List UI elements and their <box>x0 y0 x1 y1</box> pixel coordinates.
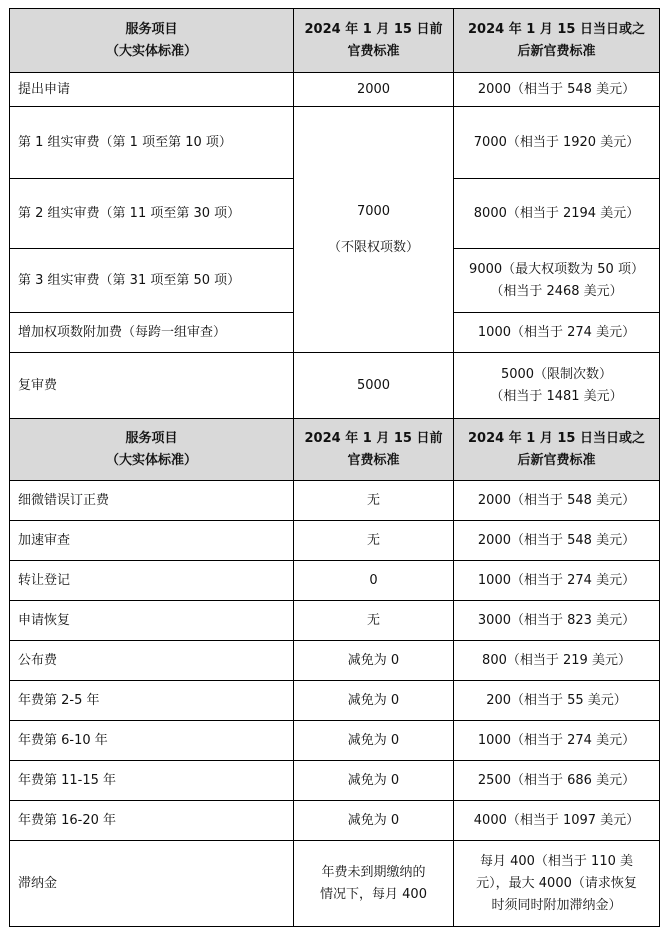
new-fee-cell: 1000（相当于 274 美元） <box>454 313 660 353</box>
service-item-cell: 加速审查 <box>10 521 294 561</box>
service-item-cell: 细微错误订正费 <box>10 481 294 521</box>
service-item-cell: 转让登记 <box>10 561 294 601</box>
service-item-cell: 第 1 组实审费（第 1 项至第 10 项） <box>10 107 294 179</box>
table-row <box>10 481 660 521</box>
new-fee-cell: 2000（相当于 548 美元） <box>454 521 660 561</box>
header-new-fee: 2024 年 1 月 15 日当日或之 后新官费标准 <box>454 419 660 481</box>
service-item-cell: 年费第 6-10 年 <box>10 721 294 761</box>
service-item-cell: 增加权项数附加费（每跨一组审查） <box>10 313 294 353</box>
service-item-cell: 第 3 组实审费（第 31 项至第 50 项） <box>10 249 294 313</box>
table-row <box>10 641 660 681</box>
table-row <box>10 73 660 107</box>
old-fee-cell: 无 <box>294 481 454 521</box>
old-fee-merged-cell: 7000 （不限权项数） <box>294 107 454 353</box>
new-fee-cell: 9000（最大权项数为 50 项） （相当于 2468 美元） <box>454 249 660 313</box>
table-row <box>10 107 660 179</box>
header-old-fee: 2024 年 1 月 15 日前 官费标准 <box>294 419 454 481</box>
service-item-cell: 复审费 <box>10 353 294 419</box>
new-fee-cell: 4000（相当于 1097 美元） <box>454 801 660 841</box>
old-fee-cell: 减免为 0 <box>294 721 454 761</box>
service-item-cell: 提出申请 <box>10 73 294 107</box>
service-item-cell: 年费第 2-5 年 <box>10 681 294 721</box>
old-fee-cell: 减免为 0 <box>294 761 454 801</box>
new-fee-cell: 8000（相当于 2194 美元） <box>454 179 660 249</box>
new-fee-cell: 2000（相当于 548 美元） <box>454 73 660 107</box>
header-old-fee: 2024 年 1 月 15 日前 官费标准 <box>294 9 454 73</box>
service-item-cell: 年费第 11-15 年 <box>10 761 294 801</box>
table-row <box>10 721 660 761</box>
header-service-item: 服务项目 （大实体标准） <box>10 9 294 73</box>
old-fee-cell: 2000 <box>294 73 454 107</box>
table-row <box>10 521 660 561</box>
service-item-cell: 滞纳金 <box>10 841 294 927</box>
old-fee-cell: 无 <box>294 521 454 561</box>
new-fee-cell: 2000（相当于 548 美元） <box>454 481 660 521</box>
old-fee-cell: 5000 <box>294 353 454 419</box>
old-fee-cell: 减免为 0 <box>294 641 454 681</box>
header-service-item: 服务项目 （大实体标准） <box>10 419 294 481</box>
old-fee-cell: 减免为 0 <box>294 681 454 721</box>
table-header-row <box>10 9 660 73</box>
table-row <box>10 353 660 419</box>
new-fee-cell: 3000（相当于 823 美元） <box>454 601 660 641</box>
service-item-cell: 申请恢复 <box>10 601 294 641</box>
new-fee-cell: 7000（相当于 1920 美元） <box>454 107 660 179</box>
table-row <box>10 601 660 641</box>
old-fee-cell: 无 <box>294 601 454 641</box>
new-fee-cell: 2500（相当于 686 美元） <box>454 761 660 801</box>
old-fee-cell: 0 <box>294 561 454 601</box>
new-fee-cell: 1000（相当于 274 美元） <box>454 561 660 601</box>
new-fee-cell: 1000（相当于 274 美元） <box>454 721 660 761</box>
new-fee-cell: 5000（限制次数） （相当于 1481 美元） <box>454 353 660 419</box>
service-item-cell: 公布费 <box>10 641 294 681</box>
table-row <box>10 841 660 927</box>
service-item-cell: 第 2 组实审费（第 11 项至第 30 项） <box>10 179 294 249</box>
service-item-cell: 年费第 16-20 年 <box>10 801 294 841</box>
table-row <box>10 681 660 721</box>
header-new-fee: 2024 年 1 月 15 日当日或之 后新官费标准 <box>454 9 660 73</box>
old-fee-cell: 减免为 0 <box>294 801 454 841</box>
table-header-row <box>10 419 660 481</box>
table-row <box>10 761 660 801</box>
new-fee-cell: 200（相当于 55 美元） <box>454 681 660 721</box>
fee-table <box>9 8 660 927</box>
old-fee-cell: 年费未到期缴纳的 情况下，每月 400 <box>294 841 454 927</box>
table-row <box>10 561 660 601</box>
new-fee-cell: 800（相当于 219 美元） <box>454 641 660 681</box>
new-fee-cell: 每月 400（相当于 110 美 元），最大 4000（请求恢复 时须同时附加滞纳金） <box>454 841 660 927</box>
table-row <box>10 801 660 841</box>
